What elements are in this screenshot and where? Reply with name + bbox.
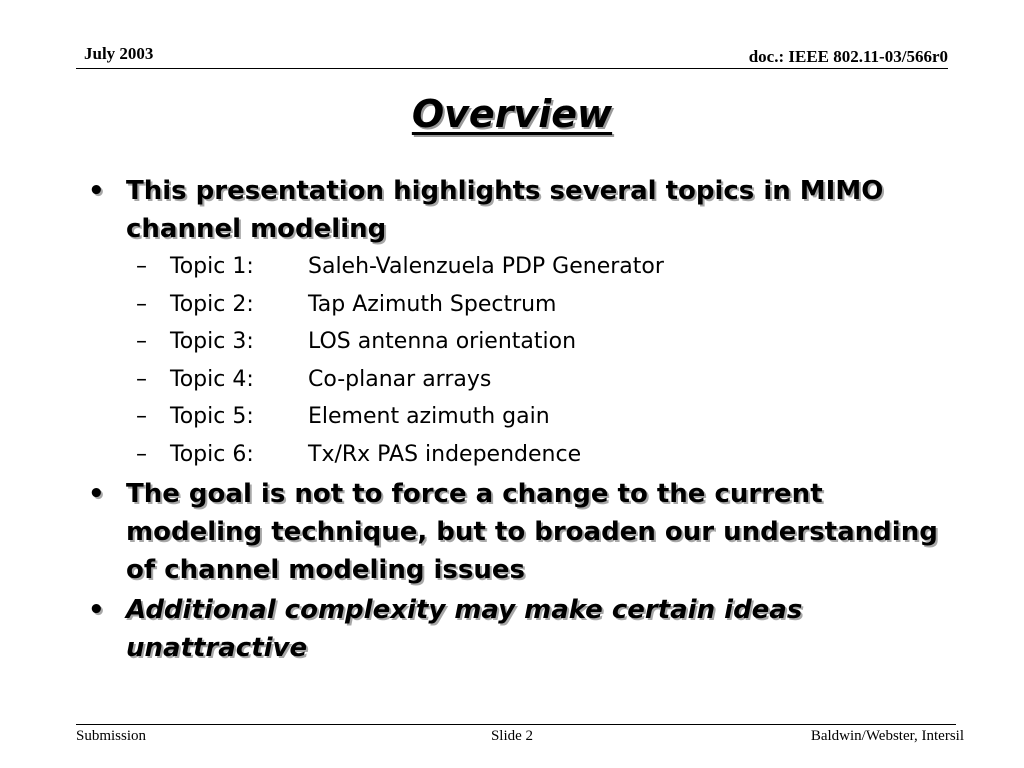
sub-item-text: Tx/Rx PAS independence bbox=[308, 441, 582, 467]
sub-item bbox=[88, 398, 948, 436]
dash-icon: – bbox=[136, 291, 147, 317]
sub-item bbox=[88, 436, 948, 474]
dash-icon: – bbox=[136, 404, 147, 429]
bullet-dot-icon: • bbox=[88, 595, 105, 625]
footer-submission: Submission bbox=[76, 728, 147, 744]
sub-item-number: Topic 2: bbox=[170, 291, 254, 317]
sub-item-number: Topic 3: bbox=[170, 329, 254, 354]
dash-icon: – bbox=[136, 366, 147, 392]
footer-authors: Baldwin/Webster, Intersil bbox=[810, 728, 964, 744]
sub-item-number: Topic 1: bbox=[170, 254, 254, 279]
slide-body bbox=[88, 172, 948, 667]
footer-slide-number: Slide 2 bbox=[490, 728, 534, 744]
footer-divider bbox=[76, 724, 956, 725]
bullet-dot-icon: • bbox=[88, 176, 105, 206]
bullet-text: This presentation highlights several topics in MIMO channel modeling bbox=[126, 176, 884, 244]
header-date: July 2003 bbox=[84, 44, 154, 63]
sub-item-number: Topic 5: bbox=[170, 404, 254, 429]
sub-item-text: LOS antenna orientation bbox=[308, 329, 577, 354]
bullet-item bbox=[88, 591, 948, 667]
bullet-item bbox=[88, 475, 948, 589]
slide-title: Overview bbox=[411, 92, 613, 136]
sub-item bbox=[88, 323, 948, 361]
sub-item-number: Topic 6: bbox=[170, 441, 254, 467]
sub-item-text: Tap Azimuth Spectrum bbox=[308, 291, 557, 317]
bullet-text: The goal is not to force a change to the current modeling technique, but to broaden our understanding of channel modeling issues bbox=[126, 479, 938, 585]
dash-icon: – bbox=[136, 254, 147, 279]
dash-icon: – bbox=[136, 441, 147, 467]
dash-icon: – bbox=[136, 329, 147, 354]
bullet-item bbox=[88, 172, 948, 248]
header-doc-id: doc.: IEEE 802.11-03/566r0 bbox=[748, 47, 948, 66]
sub-item-number: Topic 4: bbox=[170, 366, 254, 392]
sub-item bbox=[88, 286, 948, 324]
sub-item bbox=[88, 248, 948, 286]
bullet-dot-icon: • bbox=[88, 479, 105, 509]
sub-item bbox=[88, 361, 948, 399]
bullet-text: Additional complexity may make certain ideas unattractive bbox=[126, 595, 803, 663]
sub-item-text: Saleh-Valenzuela PDP Generator bbox=[308, 254, 664, 279]
sub-item-text: Co-planar arrays bbox=[308, 366, 492, 392]
header-divider bbox=[76, 68, 948, 69]
sub-item-text: Element azimuth gain bbox=[308, 404, 550, 429]
